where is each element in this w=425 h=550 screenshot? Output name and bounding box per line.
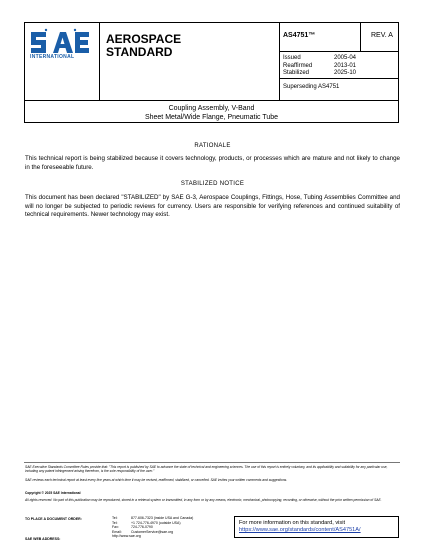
contact-value: +1 724-776-4970 (outside USA) xyxy=(131,520,181,525)
stabilized-text: This document has been declared "STABILIZED" by SAE G-3, Aerospace Couplings, Fittings, Hose, Tubing Assemblies Committee and will no longer be subjected to periodic reviews for currency. Users are responsible for verifying references and continued suitability of technical requirements. Newer technology may exist. xyxy=(25,194,400,219)
contact-value-column xyxy=(131,516,193,534)
rationale-heading: RATIONALE xyxy=(194,143,231,149)
document-type xyxy=(106,33,181,59)
doc-type-line: STANDARD xyxy=(106,45,173,59)
title-line: Sheet Metal/Wide Flange, Pneumatic Tube xyxy=(144,114,279,121)
date-row xyxy=(283,70,356,78)
contact-labels xyxy=(25,516,82,542)
date-label: Issued xyxy=(283,55,301,61)
date-value: 2005-04 xyxy=(334,55,357,61)
header-divider xyxy=(279,22,280,100)
rationale-text: This technical report is being stabilized because it covers technology, products, or processes which are mature and not likely to change in the foreseeable future. xyxy=(25,155,400,171)
sae-logo xyxy=(28,26,94,68)
date-row xyxy=(283,55,356,63)
doc-type-line: AEROSPACE xyxy=(106,32,182,46)
contact-type: Tel: xyxy=(112,516,118,520)
date-value: 2025-10 xyxy=(334,70,357,76)
header-divider xyxy=(360,22,361,51)
header-divider xyxy=(279,51,399,52)
superseding-note: Superseding AS4751 xyxy=(283,84,340,90)
rights-text: All rights reserved. No part of this publication may be reproduced, stored in a retrieval system or transmitted, in any form or by any means, electronic, mechanical, photocopying, recording, or otherwise, without the prior written permission of SAE. xyxy=(25,498,382,502)
date-table xyxy=(283,55,356,78)
date-label: Stabilized xyxy=(283,70,310,76)
more-info-link[interactable]: https://www.sae.org/standards/content/AS4751A/ xyxy=(239,527,361,533)
contact-type[interactable]: http://www.sae.org xyxy=(112,534,141,539)
revision-label: REV. A xyxy=(371,32,393,39)
header-divider xyxy=(24,100,399,101)
title-line: Coupling Assembly, V-Band xyxy=(168,105,255,112)
contact-type: Fax: xyxy=(112,525,119,530)
more-info-text: For more information on this standard, visit xyxy=(239,520,346,526)
footer-review-text: SAE reviews each technical report at least every five years at which time it may be revised, reaffirmed, stabilized, or cancelled. SAE invites your written comments and suggestions. xyxy=(25,478,288,482)
document-title xyxy=(24,104,399,122)
date-value: 2013-01 xyxy=(334,62,357,69)
contact-type: Email: xyxy=(112,529,122,534)
stabilized-heading: STABILIZED NOTICE xyxy=(180,181,245,187)
footer-rules-text: SAE Executive Standards Committee Rules provide that: "This report is published by SAE to advance the state of technical and engineering sciences. The use of this report is entirely voluntary, and its applicability and suitability for any particular use, including any patent infringement arising therefrom, is the sole responsibility of the user." xyxy=(25,465,388,474)
date-row xyxy=(283,63,356,71)
contact-value[interactable]: CustomerService@sae.org xyxy=(131,529,174,534)
footer-rule xyxy=(24,462,400,463)
date-label: Reaffirmed xyxy=(283,62,313,69)
contact-value: 877-606-7323 (inside USA and Canada) xyxy=(131,516,194,520)
header-divider xyxy=(279,78,399,79)
more-info xyxy=(239,520,361,534)
logo-text: INTERNATIONAL xyxy=(30,54,75,60)
copyright: Copyright © 2025 SAE International xyxy=(25,491,81,495)
contact-type: Tel: xyxy=(112,520,118,525)
web-address-label: SAE WEB ADDRESS: xyxy=(25,537,61,542)
contact-value: 724-776-0790 xyxy=(131,525,153,530)
header-divider xyxy=(99,22,100,100)
document-number: AS4751™ xyxy=(283,32,316,39)
order-label: TO PLACE A DOCUMENT ORDER: xyxy=(25,517,82,521)
